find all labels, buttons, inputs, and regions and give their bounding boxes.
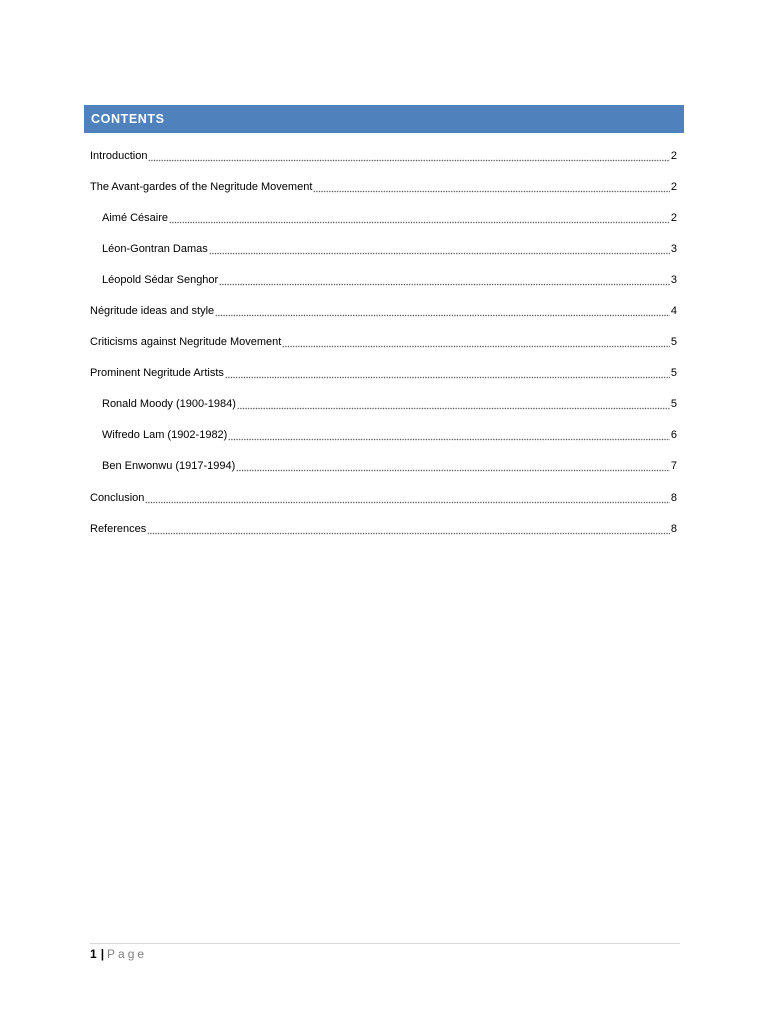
toc-dot-leader: [219, 273, 670, 287]
toc-entry[interactable]: [90, 327, 677, 358]
toc-dot-leader: [147, 522, 670, 536]
footer-page-label: Page: [107, 947, 148, 961]
toc-entry-page[interactable]: 2: [670, 149, 677, 162]
toc-subentry[interactable]: [90, 420, 677, 451]
toc-entry[interactable]: [90, 295, 677, 326]
toc-dot-leader: [236, 459, 670, 473]
toc-entry-page[interactable]: 2: [670, 211, 677, 224]
toc-entry-page[interactable]: 8: [670, 491, 677, 504]
toc-dot-leader: [313, 180, 670, 194]
toc-entry-title[interactable]: Wifredo Lam (1902-1982): [102, 429, 228, 442]
toc-entry-page[interactable]: 5: [670, 398, 677, 411]
toc-dot-leader: [237, 397, 670, 411]
footer-divider: [90, 943, 680, 944]
toc-entry-title[interactable]: Négritude ideas and style: [90, 305, 215, 318]
toc-dot-leader: [225, 366, 670, 380]
toc-heading: CONTENTS: [84, 105, 684, 133]
page-footer: [90, 946, 147, 962]
toc-entry-title[interactable]: Ronald Moody (1900-1984): [102, 398, 236, 411]
footer-separator: |: [100, 947, 105, 961]
toc-entry-page[interactable]: 2: [670, 180, 677, 193]
toc-entry-title[interactable]: Conclusion: [90, 491, 145, 504]
toc-entry-page[interactable]: 6: [670, 429, 677, 442]
toc-entry[interactable]: [90, 171, 677, 202]
toc-dot-leader: [209, 242, 670, 256]
toc-entry-title[interactable]: Prominent Negritude Artists: [90, 367, 224, 380]
toc-entry-page[interactable]: 5: [670, 336, 677, 349]
toc-entry-title[interactable]: References: [90, 522, 147, 535]
toc-entry-title[interactable]: Introduction: [90, 149, 148, 162]
toc-dot-leader: [282, 335, 670, 349]
footer-page-number: 1: [90, 947, 97, 961]
toc-dot-leader: [148, 149, 669, 163]
toc-subentry[interactable]: [90, 451, 677, 482]
toc-dot-leader: [169, 211, 670, 225]
toc-entry-title[interactable]: Criticisms against Negritude Movement: [90, 336, 282, 349]
toc-entry[interactable]: [90, 140, 677, 171]
toc-subentry[interactable]: [90, 264, 677, 295]
toc-entry[interactable]: [90, 513, 677, 544]
toc-entry-title[interactable]: Léon-Gontran Damas: [102, 242, 208, 255]
toc-entry-page[interactable]: 3: [670, 242, 677, 255]
toc-entry[interactable]: [90, 358, 677, 389]
table-of-contents: [90, 140, 677, 544]
toc-entry-title[interactable]: Aimé Césaire: [102, 211, 169, 224]
toc-entry-title[interactable]: Ben Enwonwu (1917-1994): [102, 460, 236, 473]
toc-entry-title[interactable]: Léopold Sédar Senghor: [102, 273, 219, 286]
toc-entry-page[interactable]: 3: [670, 273, 677, 286]
toc-entry-page[interactable]: 8: [670, 522, 677, 535]
toc-dot-leader: [228, 428, 670, 442]
toc-subentry[interactable]: [90, 202, 677, 233]
toc-subentry[interactable]: [90, 389, 677, 420]
toc-entry-page[interactable]: 5: [670, 367, 677, 380]
toc-dot-leader: [145, 491, 669, 505]
toc-entry-title[interactable]: The Avant-gardes of the Negritude Movement: [90, 180, 313, 193]
toc-entry-page[interactable]: 7: [670, 460, 677, 473]
toc-dot-leader: [215, 304, 670, 318]
toc-subentry[interactable]: [90, 233, 677, 264]
toc-entry[interactable]: [90, 482, 677, 513]
toc-entry-page[interactable]: 4: [670, 305, 677, 318]
